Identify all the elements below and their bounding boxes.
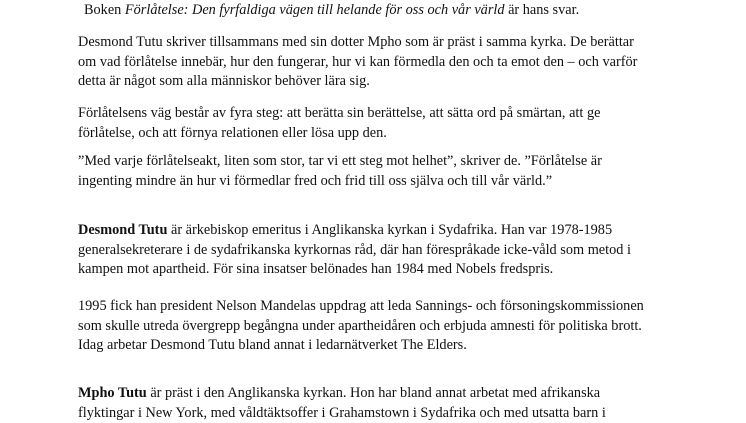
quote-line: ingenting mindre än hur vi förmedlar fred och frid till oss själva och till vår värld.” (78, 172, 602, 192)
desmond-bio-2-line: som skulle utreda övergrepp begångna under apartheidåren och erbjuda amnesti för politiska brott. (78, 317, 644, 337)
description-line: Desmond Tutu skriver tillsammans med sin dotter Mpho som är präst i samma kyrka. De berättar (78, 33, 637, 53)
quote-line: ”Med varje förlåtelseakt, liten som stor, tar vi ett steg mot helhet”, skriver de. ”Förlåtelse är (78, 152, 602, 172)
desmond-name: Desmond Tutu (78, 222, 167, 238)
book-title: Förlåtelse: Den fyrfaldiga vägen till helande för oss och vår värld (125, 2, 505, 18)
intro-paragraph (84, 1, 579, 21)
mpho-bio-first-rest: är präst i den Anglikanska kyrkan. Hon har bland annat arbetat med afrikanska (147, 385, 600, 401)
desmond-bio-first-line (78, 221, 631, 241)
mpho-bio-first-line (78, 384, 606, 404)
desmond-bio-line: kampen mot apartheid. För sina insatser belönades han 1984 med Nobels fredspris. (78, 260, 631, 280)
mpho-bio-line: flyktingar i New York, med våldtäktsoffer i Grahamstown i Sydafrika och med utsatta barn i (78, 404, 606, 423)
steps-paragraph (78, 104, 600, 143)
desmond-bio-line: generalsekreterare i de sydafrikanska kyrkornas råd, där han förespråkade icke-våld som metod i (78, 241, 631, 261)
steps-line: förlåtelse, och att förnya relationen eller lösa upp den. (78, 124, 600, 144)
desmond-bio-paragraph (78, 221, 631, 280)
description-line: om vad förlåtelse innebär, hur den fungerar, hur vi kan förmedla den och ta emot den – och varför (78, 53, 637, 73)
desmond-bio-2-line: 1995 fick han president Nelson Mandelas uppdrag att leda Sannings- och försoningskommissionen (78, 297, 644, 317)
mpho-name: Mpho Tutu (78, 385, 147, 401)
intro-prefix: Boken (84, 2, 125, 18)
description-paragraph (78, 33, 637, 92)
steps-line: Förlåtelsens väg består av fyra steg: att berätta sin berättelse, att sätta ord på smärtan, att ge (78, 104, 600, 124)
mpho-bio-paragraph (78, 384, 606, 423)
desmond-bio-2-paragraph (78, 297, 644, 356)
desmond-bio-first-rest: är ärkebiskop emeritus i Anglikanska kyrkan i Sydafrika. Han var 1978-1985 (167, 222, 612, 238)
description-line: detta är något som alla människor behöver lära sig. (78, 72, 637, 92)
intro-suffix: är hans svar. (505, 2, 580, 18)
quote-paragraph (78, 152, 602, 191)
desmond-bio-2-line: Idag arbetar Desmond Tutu bland annat i ledarnätverket The Elders. (78, 336, 644, 356)
